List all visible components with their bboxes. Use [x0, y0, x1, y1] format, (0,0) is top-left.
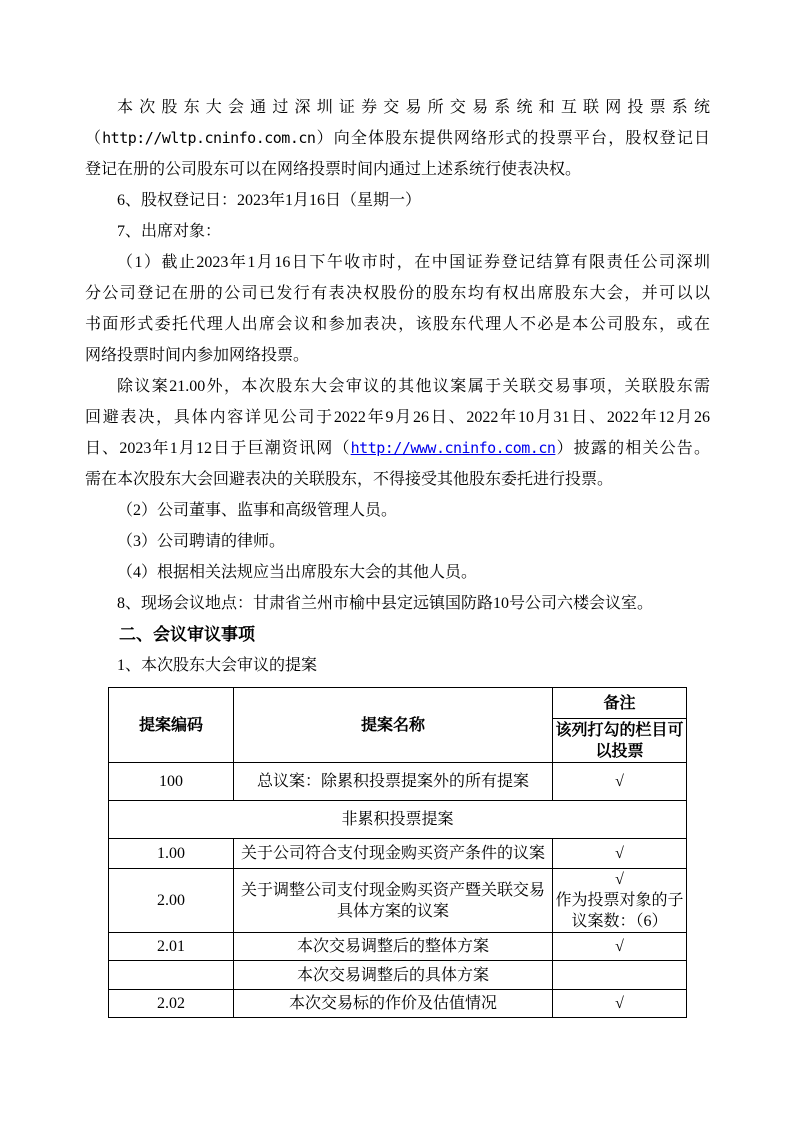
table-row — [109, 961, 687, 990]
paragraph-line: 本次股东大会通过深圳证券交易所交易系统和互联网投票系统 — [117, 99, 710, 116]
paragraph-line: （1）截止2023年1月16日下午收市时，在中国证券登记结算有限责任公司深圳 — [117, 254, 710, 271]
cninfo-link[interactable]: http://www.cninfo.com.cn — [350, 439, 556, 457]
sub-proposal-count-note: 作为投票对象的子议案数：（6） — [555, 892, 684, 930]
table-row — [109, 869, 687, 933]
text-segment: （ — [85, 130, 103, 147]
column-header-code: 提案编码 — [109, 688, 234, 763]
proposal-code-cell: 2.00 — [109, 869, 234, 933]
paragraph-line: 需在本次股东大会回避表决的关联股东，不得接受其他股东委托进行投票。 — [85, 471, 614, 488]
paragraph-line: 网络投票时间内参加网络投票。 — [85, 347, 310, 364]
paragraph-line: 分公司登记在册的公司已发行有表决权股份的股东均有权出席股东大会，并可以以 — [85, 285, 710, 302]
proposal-check-cell: √ — [553, 990, 687, 1018]
paragraph-line: 除议案21.00外，本次股东大会审议的其他议案属于关联交易事项，关联股东需 — [117, 378, 710, 395]
voting-platform-url: http://wltp.cninfo.com.cn — [102, 129, 316, 147]
item-attendees: 7、出席对象： — [117, 223, 222, 240]
table-section-row — [109, 801, 687, 839]
proposal-check-cell: √ — [553, 763, 687, 801]
proposal-check-cell: √ — [553, 839, 687, 869]
column-header-remark-note: 该列打勾的栏目可以投票 — [553, 719, 687, 763]
proposal-name-cell: 本次交易调整后的整体方案 — [234, 933, 553, 961]
proposal-name-cell: 总议案：除累积投票提案外的所有提案 — [234, 763, 553, 801]
item-venue: 8、现场会议地点：甘肃省兰州市榆中县定远镇国防路10号公司六楼会议室。 — [117, 595, 654, 612]
table-row — [109, 763, 687, 801]
paragraph-line: 登记在册的公司股东可以在网络投票时间内通过上述系统行使表决权。 — [85, 161, 582, 178]
paragraph-line: 回避表决，具体内容详见公司于2022年9月26日、2022年10月31日、2022年12月26 — [85, 409, 710, 426]
section-row-label: 非累积投票提案 — [109, 801, 687, 839]
proposal-name-cell: 本次交易标的作价及估值情况 — [234, 990, 553, 1018]
text-segment: 日、2023年1月12日于巨潮资讯网（ — [85, 440, 351, 457]
proposal-code-cell: 100 — [109, 763, 234, 801]
proposal-name-cell: 关于公司符合支付现金购买资产条件的议案 — [234, 839, 553, 869]
proposal-check-cell: √ — [553, 933, 687, 961]
item-record-date: 6、股权登记日：2023年1月16日（星期一） — [117, 192, 422, 209]
proposal-code-cell — [109, 961, 234, 990]
paragraph-line — [85, 433, 710, 464]
proposal-check-cell — [553, 961, 687, 990]
text-segment: ）披露的相关公告。 — [555, 440, 710, 457]
paragraph-line: 书面形式委托代理人出席会议和参加表决，该股东代理人不必是本公司股东，或在 — [85, 316, 710, 333]
document-content — [85, 0, 710, 1018]
item-others: （4）根据相关法规应当出席股东大会的其他人员。 — [117, 564, 478, 581]
proposals-table — [108, 687, 687, 1018]
proposal-code-cell: 2.02 — [109, 990, 234, 1018]
table-row — [109, 933, 687, 961]
table-row — [109, 839, 687, 869]
table-row — [109, 990, 687, 1018]
proposal-name-cell: 本次交易调整后的具体方案 — [234, 961, 553, 990]
section-heading-matters: 二、会议审议事项 — [119, 625, 255, 644]
column-header-remark: 备注 — [553, 688, 687, 719]
item-lawyers: （3）公司聘请的律师。 — [117, 533, 286, 550]
proposal-check-cell — [553, 869, 687, 933]
subsection-proposals: 1、本次股东大会审议的提案 — [117, 657, 318, 674]
check-mark: √ — [615, 871, 624, 888]
item-directors: （2）公司董事、监事和高级管理人员。 — [117, 502, 398, 519]
proposal-code-cell: 1.00 — [109, 839, 234, 869]
proposal-code-cell: 2.01 — [109, 933, 234, 961]
text-segment: ）向全体股东提供网络形式的投票平台，股权登记日 — [315, 130, 710, 147]
table-header-row — [109, 688, 687, 719]
paragraph-line — [85, 123, 710, 154]
proposal-name-cell: 关于调整公司支付现金购买资产暨关联交易具体方案的议案 — [234, 869, 553, 933]
column-header-name: 提案名称 — [234, 688, 553, 763]
